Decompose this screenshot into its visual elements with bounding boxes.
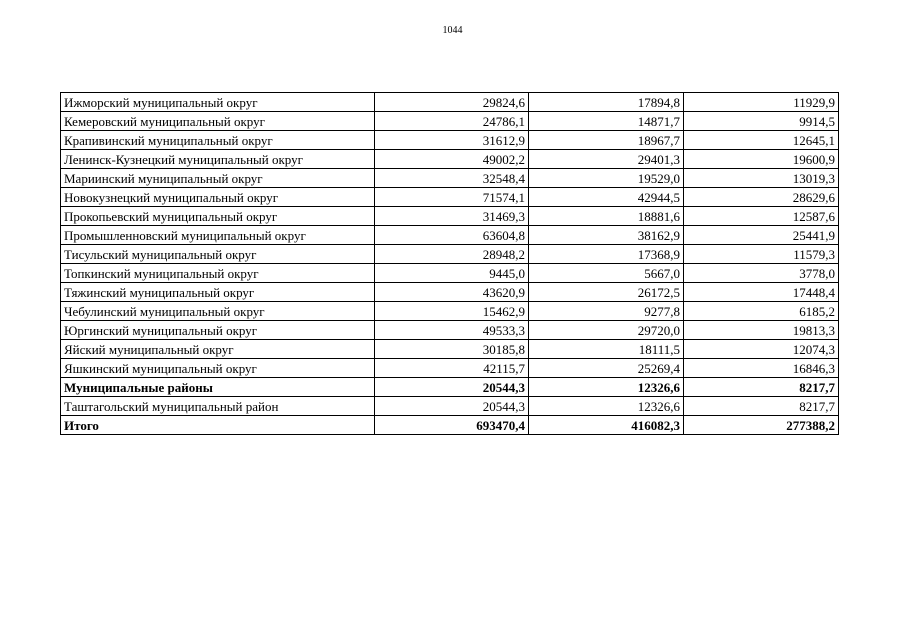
row-name-cell: Промышленновский муниципальный округ [61,226,375,245]
table-row [61,359,839,378]
row-value-2-cell: 17368,9 [529,245,684,264]
row-value-1-cell: 49002,2 [375,150,529,169]
row-value-2-cell: 17894,8 [529,93,684,112]
row-value-1-cell: 20544,3 [375,378,529,397]
row-value-3-cell: 3778,0 [684,264,839,283]
row-value-3-cell: 28629,6 [684,188,839,207]
row-name-cell: Тисульский муниципальный округ [61,245,375,264]
row-value-2-cell: 12326,6 [529,378,684,397]
data-table [60,92,839,435]
row-value-2-cell: 12326,6 [529,397,684,416]
row-value-1-cell: 24786,1 [375,112,529,131]
row-value-3-cell: 12645,1 [684,131,839,150]
row-value-2-cell: 416082,3 [529,416,684,435]
row-value-3-cell: 6185,2 [684,302,839,321]
table-row [61,302,839,321]
row-value-3-cell: 9914,5 [684,112,839,131]
row-name-cell: Юргинский муниципальный округ [61,321,375,340]
page-number: 1044 [442,25,463,36]
row-value-1-cell: 28948,2 [375,245,529,264]
row-value-1-cell: 71574,1 [375,188,529,207]
table-row [61,378,839,397]
row-name-cell: Чебулинский муниципальный округ [61,302,375,321]
table-row [61,283,839,302]
table-row [61,188,839,207]
table-row [61,131,839,150]
row-value-2-cell: 25269,4 [529,359,684,378]
row-name-cell: Прокопьевский муниципальный округ [61,207,375,226]
row-value-2-cell: 38162,9 [529,226,684,245]
row-value-2-cell: 26172,5 [529,283,684,302]
table-row [61,397,839,416]
row-value-3-cell: 277388,2 [684,416,839,435]
row-name-cell: Мариинский муниципальный округ [61,169,375,188]
row-name-cell: Топкинский муниципальный округ [61,264,375,283]
row-value-1-cell: 30185,8 [375,340,529,359]
row-value-1-cell: 693470,4 [375,416,529,435]
table-row [61,207,839,226]
row-value-2-cell: 29720,0 [529,321,684,340]
row-value-2-cell: 18967,7 [529,131,684,150]
row-value-3-cell: 8217,7 [684,397,839,416]
row-value-3-cell: 25441,9 [684,226,839,245]
table-body [61,93,839,435]
row-name-cell: Итого [61,416,375,435]
row-name-cell: Таштагольский муниципальный район [61,397,375,416]
table-row [61,150,839,169]
row-value-1-cell: 63604,8 [375,226,529,245]
row-value-2-cell: 29401,3 [529,150,684,169]
table-row [61,93,839,112]
row-value-3-cell: 19813,3 [684,321,839,340]
row-value-1-cell: 20544,3 [375,397,529,416]
row-value-1-cell: 31612,9 [375,131,529,150]
row-name-cell: Яшкинский муниципальный округ [61,359,375,378]
row-value-2-cell: 18881,6 [529,207,684,226]
row-value-3-cell: 11579,3 [684,245,839,264]
row-value-1-cell: 49533,3 [375,321,529,340]
row-value-3-cell: 11929,9 [684,93,839,112]
row-value-2-cell: 14871,7 [529,112,684,131]
row-name-cell: Кемеровский муниципальный округ [61,112,375,131]
row-value-1-cell: 43620,9 [375,283,529,302]
row-value-1-cell: 9445,0 [375,264,529,283]
row-value-3-cell: 12587,6 [684,207,839,226]
row-name-cell: Крапивинский муниципальный округ [61,131,375,150]
row-name-cell: Ижморский муниципальный округ [61,93,375,112]
row-value-1-cell: 29824,6 [375,93,529,112]
row-value-2-cell: 5667,0 [529,264,684,283]
row-value-2-cell: 9277,8 [529,302,684,321]
row-name-cell: Муниципальные районы [61,378,375,397]
table-row [61,226,839,245]
row-value-1-cell: 32548,4 [375,169,529,188]
row-value-1-cell: 42115,7 [375,359,529,378]
row-name-cell: Ленинск-Кузнецкий муниципальный округ [61,150,375,169]
table-row [61,169,839,188]
row-value-3-cell: 17448,4 [684,283,839,302]
row-value-3-cell: 8217,7 [684,378,839,397]
row-value-1-cell: 31469,3 [375,207,529,226]
table-row [61,340,839,359]
row-name-cell: Яйский муниципальный округ [61,340,375,359]
row-name-cell: Тяжинский муниципальный округ [61,283,375,302]
table-row [61,416,839,435]
row-value-2-cell: 19529,0 [529,169,684,188]
row-value-2-cell: 42944,5 [529,188,684,207]
table-row [61,112,839,131]
table-row [61,321,839,340]
row-name-cell: Новокузнецкий муниципальный округ [61,188,375,207]
row-value-3-cell: 13019,3 [684,169,839,188]
table-row [61,264,839,283]
row-value-3-cell: 12074,3 [684,340,839,359]
row-value-3-cell: 16846,3 [684,359,839,378]
row-value-2-cell: 18111,5 [529,340,684,359]
row-value-3-cell: 19600,9 [684,150,839,169]
table-row [61,245,839,264]
row-value-1-cell: 15462,9 [375,302,529,321]
